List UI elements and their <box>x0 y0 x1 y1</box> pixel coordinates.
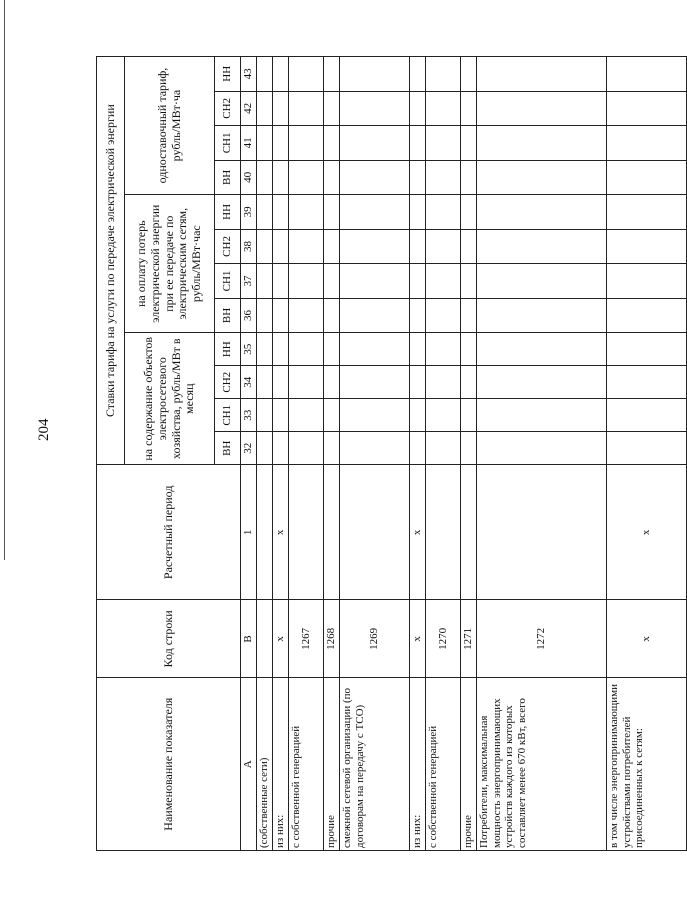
row-name-cell: в том числе энергопринимающими устройствами потребителей присоединенных к сетям: <box>607 678 687 851</box>
rate-value-cell <box>477 366 607 399</box>
index-cell: 32 <box>241 432 257 465</box>
table-row <box>289 57 324 851</box>
rate-value-cell <box>324 298 340 333</box>
index-cell: 42 <box>241 91 257 126</box>
rate-value-cell <box>257 229 273 264</box>
row-code-cell: 1271 <box>461 600 477 678</box>
table-row <box>426 57 461 851</box>
rate-value-cell <box>410 57 426 92</box>
table-row <box>340 57 410 851</box>
rate-value-cell <box>477 298 607 333</box>
rate-value-cell <box>410 195 426 230</box>
row-period-cell: х <box>410 465 426 600</box>
rate-value-cell <box>477 264 607 299</box>
rate-value-cell <box>607 195 687 230</box>
rate-value-cell <box>607 57 687 92</box>
level-cell: НН <box>215 333 241 366</box>
rate-value-cell <box>324 195 340 230</box>
rate-value-cell <box>273 126 289 161</box>
table-row <box>324 57 340 851</box>
row-period-cell: х <box>607 465 687 600</box>
tariff-rates-table <box>96 56 687 851</box>
rate-value-cell <box>340 432 410 465</box>
header-sub-single-rate: одноставочный тариф, рубль/МВт·ча <box>125 57 215 195</box>
rate-value-cell <box>257 91 273 126</box>
rate-value-cell <box>340 366 410 399</box>
row-name-cell: смежной сетевой организации (по договорам на передачу с ТСО) <box>340 678 410 851</box>
rate-value-cell <box>477 229 607 264</box>
rate-value-cell <box>461 126 477 161</box>
row-period-cell: х <box>273 465 289 600</box>
index-cell: 38 <box>241 229 257 264</box>
rate-value-cell <box>426 333 461 366</box>
level-cell: СН1 <box>215 126 241 161</box>
rate-value-cell <box>410 264 426 299</box>
rate-value-cell <box>289 366 324 399</box>
rate-value-cell <box>461 160 477 195</box>
index-cell: 35 <box>241 333 257 366</box>
level-cell: ВН <box>215 160 241 195</box>
row-code-cell: х <box>607 600 687 678</box>
table-row <box>477 57 607 851</box>
rate-value-cell <box>324 160 340 195</box>
rate-value-cell <box>324 399 340 432</box>
table-row <box>410 57 426 851</box>
row-code-cell: х <box>410 600 426 678</box>
header-name: Наименование показателя <box>97 678 241 851</box>
header-sub-losses: на оплату потерь электрической энергии при ее передаче по электрическим сетям, рубль/МВт·час <box>125 195 215 333</box>
rate-value-cell <box>607 126 687 161</box>
page-margin-line <box>4 0 5 560</box>
row-name-cell: с собственной генерацией <box>289 678 324 851</box>
rate-value-cell <box>426 91 461 126</box>
rate-value-cell <box>257 126 273 161</box>
rate-value-cell <box>324 432 340 465</box>
rate-value-cell <box>340 91 410 126</box>
rate-value-cell <box>461 298 477 333</box>
rate-value-cell <box>324 333 340 366</box>
rate-value-cell <box>257 264 273 299</box>
row-code-cell: 1272 <box>477 600 607 678</box>
row-period-cell <box>477 465 607 600</box>
rate-value-cell <box>410 333 426 366</box>
level-cell: СН1 <box>215 399 241 432</box>
index-cell: 1 <box>241 465 257 600</box>
rate-value-cell <box>273 366 289 399</box>
level-cell: НН <box>215 195 241 230</box>
rate-value-cell <box>273 160 289 195</box>
header-period: Расчетный период <box>97 465 241 600</box>
rate-value-cell <box>273 333 289 366</box>
rate-value-cell <box>340 229 410 264</box>
rate-value-cell <box>461 229 477 264</box>
index-cell: 34 <box>241 366 257 399</box>
table-row <box>273 57 289 851</box>
rate-value-cell <box>289 160 324 195</box>
rate-value-cell <box>324 366 340 399</box>
level-cell: ВН <box>215 298 241 333</box>
rate-value-cell <box>257 366 273 399</box>
rate-value-cell <box>410 160 426 195</box>
rate-value-cell <box>607 366 687 399</box>
rate-value-cell <box>461 195 477 230</box>
rate-value-cell <box>324 126 340 161</box>
rate-value-cell <box>289 195 324 230</box>
rate-value-cell <box>410 229 426 264</box>
rate-value-cell <box>461 432 477 465</box>
rate-value-cell <box>273 91 289 126</box>
table-body <box>257 57 687 851</box>
rate-value-cell <box>289 229 324 264</box>
row-period-cell <box>324 465 340 600</box>
rate-value-cell <box>426 264 461 299</box>
index-cell: В <box>241 600 257 678</box>
rate-value-cell <box>324 229 340 264</box>
row-name-cell: из них: <box>410 678 426 851</box>
row-code-cell: 1267 <box>289 600 324 678</box>
rate-value-cell <box>340 195 410 230</box>
rate-value-cell <box>477 126 607 161</box>
table-row <box>607 57 687 851</box>
rate-value-cell <box>426 399 461 432</box>
rate-value-cell <box>289 126 324 161</box>
rate-value-cell <box>340 399 410 432</box>
page-number: 204 <box>36 418 52 441</box>
table-row <box>461 57 477 851</box>
row-code-cell: 1270 <box>426 600 461 678</box>
level-cell: ВН <box>215 432 241 465</box>
rate-value-cell <box>257 399 273 432</box>
row-period-cell <box>257 465 273 600</box>
index-cell: А <box>241 678 257 851</box>
rate-value-cell <box>426 298 461 333</box>
rate-value-cell <box>289 432 324 465</box>
level-cell: НН <box>215 57 241 92</box>
rate-value-cell <box>477 57 607 92</box>
rate-value-cell <box>607 432 687 465</box>
level-cell: СН2 <box>215 91 241 126</box>
rate-value-cell <box>257 432 273 465</box>
level-cell: СН2 <box>215 366 241 399</box>
row-period-cell <box>426 465 461 600</box>
rate-value-cell <box>410 298 426 333</box>
rate-value-cell <box>289 298 324 333</box>
index-cell: 33 <box>241 399 257 432</box>
rate-value-cell <box>340 57 410 92</box>
rate-value-cell <box>426 126 461 161</box>
rate-value-cell <box>324 57 340 92</box>
rate-value-cell <box>410 91 426 126</box>
index-cell: 43 <box>241 57 257 92</box>
rate-value-cell <box>461 399 477 432</box>
index-cell: 37 <box>241 264 257 299</box>
rate-value-cell <box>477 432 607 465</box>
rate-value-cell <box>273 229 289 264</box>
rate-value-cell <box>607 333 687 366</box>
row-code-cell: 1269 <box>340 600 410 678</box>
rate-value-cell <box>289 264 324 299</box>
row-name-cell: прочие <box>461 678 477 851</box>
header-code: Код строки <box>97 600 241 678</box>
index-cell: 36 <box>241 298 257 333</box>
rate-value-cell <box>257 57 273 92</box>
rate-value-cell <box>340 333 410 366</box>
row-code-cell: 1268 <box>324 600 340 678</box>
rate-value-cell <box>289 399 324 432</box>
rate-value-cell <box>461 91 477 126</box>
rate-value-cell <box>340 264 410 299</box>
rate-value-cell <box>410 366 426 399</box>
rate-value-cell <box>324 264 340 299</box>
rate-value-cell <box>257 298 273 333</box>
rate-value-cell <box>426 432 461 465</box>
rate-value-cell <box>607 399 687 432</box>
rate-value-cell <box>607 91 687 126</box>
rate-value-cell <box>426 57 461 92</box>
rate-value-cell <box>426 229 461 264</box>
row-name-cell: (собственные сети) <box>257 678 273 851</box>
rate-value-cell <box>340 298 410 333</box>
rate-value-cell <box>477 160 607 195</box>
row-code-cell <box>257 600 273 678</box>
rate-value-cell <box>257 160 273 195</box>
rotated-table-container <box>96 56 653 851</box>
rate-value-cell <box>273 195 289 230</box>
rate-value-cell <box>461 264 477 299</box>
rate-value-cell <box>340 126 410 161</box>
row-period-cell <box>461 465 477 600</box>
rate-value-cell <box>477 91 607 126</box>
level-cell: СН2 <box>215 229 241 264</box>
index-cell: 41 <box>241 126 257 161</box>
row-name-cell: Потребители, максимальная мощность энергопринимающих устройств каждого из которых составляет менее 670 кВт, всего <box>477 678 607 851</box>
rate-value-cell <box>324 91 340 126</box>
rate-value-cell <box>477 399 607 432</box>
rate-value-cell <box>257 333 273 366</box>
rate-value-cell <box>477 195 607 230</box>
index-cell: 39 <box>241 195 257 230</box>
rate-value-cell <box>477 333 607 366</box>
rate-value-cell <box>273 264 289 299</box>
rate-value-cell <box>410 399 426 432</box>
rate-value-cell <box>257 195 273 230</box>
rate-value-cell <box>607 298 687 333</box>
header-rates-group: Ставки тарифа на услуги по передаче электрической энергии <box>97 57 125 465</box>
rate-value-cell <box>426 366 461 399</box>
index-cell: 40 <box>241 160 257 195</box>
rate-value-cell <box>426 160 461 195</box>
row-period-cell <box>289 465 324 600</box>
row-name-cell: прочие <box>324 678 340 851</box>
rate-value-cell <box>289 57 324 92</box>
row-period-cell <box>340 465 410 600</box>
rate-value-cell <box>273 298 289 333</box>
rate-value-cell <box>340 160 410 195</box>
rate-value-cell <box>273 432 289 465</box>
rate-value-cell <box>410 432 426 465</box>
rate-value-cell <box>461 57 477 92</box>
rate-value-cell <box>607 264 687 299</box>
row-name-cell: с собственной генерацией <box>426 678 461 851</box>
rate-value-cell <box>410 126 426 161</box>
rate-value-cell <box>607 160 687 195</box>
rate-value-cell <box>273 57 289 92</box>
rate-value-cell <box>289 333 324 366</box>
rate-value-cell <box>461 333 477 366</box>
level-cell: СН1 <box>215 264 241 299</box>
header-sub-maintenance: на содержание объектов электросетевого хозяйства, рубль/МВт в месяц <box>125 333 215 465</box>
rate-value-cell <box>273 399 289 432</box>
rate-value-cell <box>461 366 477 399</box>
rate-value-cell <box>607 229 687 264</box>
row-code-cell: х <box>273 600 289 678</box>
rate-value-cell <box>426 195 461 230</box>
row-name-cell: из них: <box>273 678 289 851</box>
rate-value-cell <box>289 91 324 126</box>
table-row <box>257 57 273 851</box>
